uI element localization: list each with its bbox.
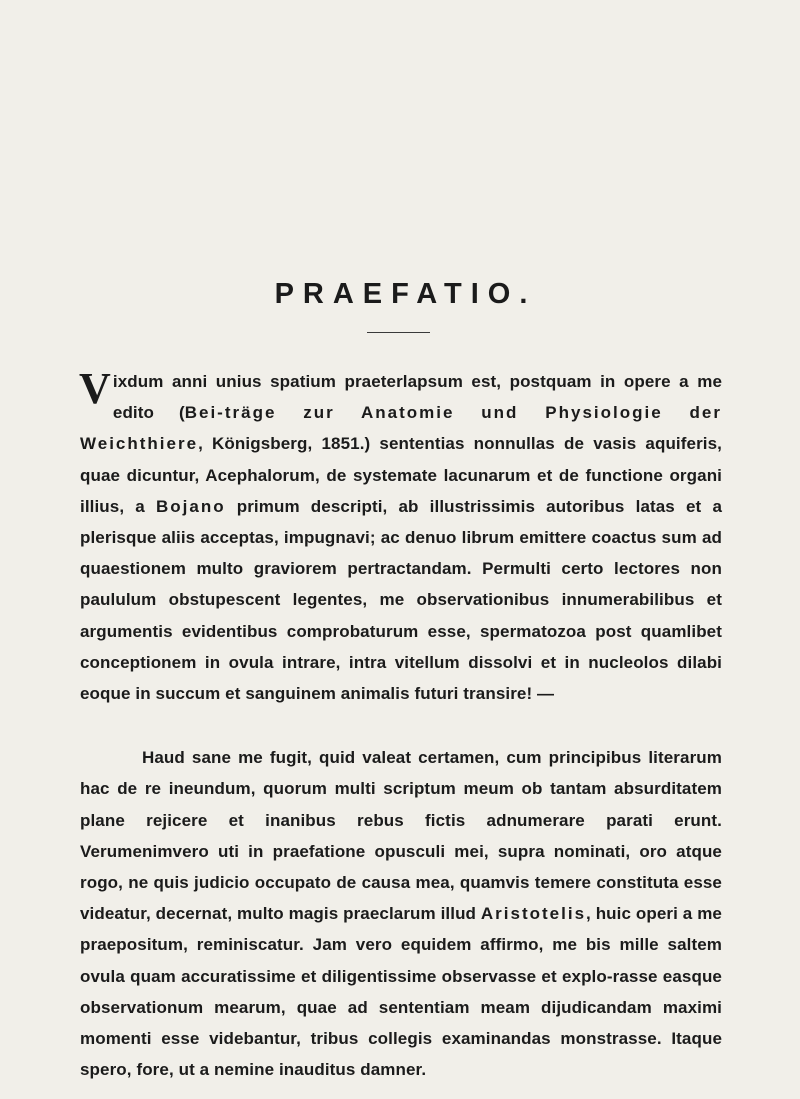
work-title: Bei-träge zur Anatomie und Physiologie der Weichthiere xyxy=(80,403,722,454)
author-name-aristotelis: Aristotelis xyxy=(480,904,587,924)
preface-body xyxy=(80,366,722,1085)
page xyxy=(80,0,722,1099)
paragraph-1-text-a: ixdum anni unius spatium praeterlapsum est, postquam in opere a me edito ( xyxy=(112,372,722,423)
paragraph-1-text-c: primum descripti, ab illustrissimis autoribus latas et a plerisque aliis acceptas, impugnavi; ac denuo librum emittere coactus sum ad quaestionem multo graviorem pertractandam. Permulti certo lectores non paululum obstupescent legentes, me observationibus innumerabilibus et argumentis evidentibus comprobaturum esse, spermatozoa post quamlibet conceptionem in ovula intrare, intra vitellum dissolvi et in nucleolos dilabi eoque in succum et sanguinem animalis futuri transire! — xyxy=(80,496,722,704)
paragraph-1-text-b: , Königsberg, 1851.) sententias nonnullas de vasis aquiferis, quae dicuntur, Acephalorum, de systemate lacunarum et de functione organi illius, a xyxy=(80,434,722,516)
author-name-bojano: Bojano xyxy=(155,496,226,516)
page-title: PRAEFATIO. xyxy=(274,278,537,310)
paragraph-2-text-b: , huic operi a me praepositum, reminiscatur. Jam vero equidem affirmo, me bis mille saltem ovula quam accuratissime et diligentissime observasse et explo-rasse easque observationum mearum, quae ad sententiam meam dijudicandam maximi momenti esse videbantur, tribus collegis examinandas monstrasse. Itaque spero, fore, ut a nemine inauditus damner. xyxy=(80,904,722,1080)
paragraph-2 xyxy=(80,742,722,1085)
paragraph-1 xyxy=(80,366,722,709)
paragraph-2-text-a: Haud sane me fugit, quid valeat certamen, cum principibus literarum hac de re ineundum, quorum multi scriptum meum ob tantam absurditatem plane rejicere et inanibus rebus fictis adnumerare parati erunt. Verumenimvero uti in praefatione opusculi mei, supra nominati, oro atque rogo, ne quis judicio occupato de causa mea, quamvis temere constituta esse videatur, decernat, multo magis praeclarum illud xyxy=(80,748,722,924)
title-divider xyxy=(367,332,430,333)
drop-cap-initial: V xyxy=(79,364,111,413)
